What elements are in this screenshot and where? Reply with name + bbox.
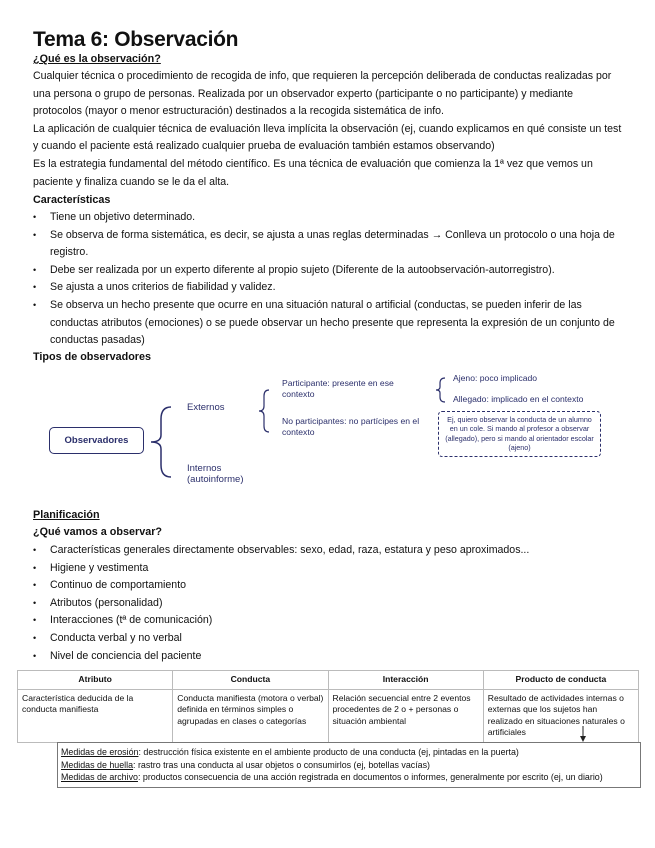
medida-text: : destrucción física existente en el ambiente producto de una conducta (ej, pintadas en la puerta) <box>138 747 519 757</box>
brace-icon <box>256 388 272 434</box>
brace-icon <box>145 405 175 480</box>
diagram-externos: Externos <box>187 402 225 413</box>
medida-label: Medidas de erosión <box>61 747 139 757</box>
medida-huella <box>61 759 637 772</box>
table-header: Atributo <box>18 671 173 690</box>
paragraph: Cualquier técnica o procedimiento de recogida de info, que requieren la percepción deliberada de conductas realizadas por una persona o grupo de personas. Realizada por un observador experto (participante o no participante) y mediante protocolos (mayor o menor estructuración) destinados a la recogida sistemática de info. <box>33 70 612 118</box>
table-header: Interacción <box>328 671 483 690</box>
medida-text: : rastro tras una conducta al usar objetos o consumirlos (ej, botellas vacías) <box>133 759 431 770</box>
diagram-example-box: Ej, quiero observar la conducta de un alumno en un cole. Si mando al profesor a observar (allegado), pero si mando al orientador escolar (ajeno) <box>438 411 601 457</box>
table-cell: Característica deducida de la conducta manifiesta <box>18 689 173 742</box>
section-subheading-que-observar: ¿Qué vamos a observar? <box>33 526 163 538</box>
diagram-internos: Internos (autoinforme) <box>187 463 244 485</box>
diagram-no-participantes: No participantes: no partícipes en el contexto <box>282 416 420 437</box>
list-item: • Atributos (personalidad) <box>33 595 623 613</box>
table-row <box>18 689 639 742</box>
list-item: • Características generales directamente observables: sexo, edad, raza, estatura y peso aproximados... <box>33 542 623 560</box>
list-item: • Se ajusta a unos criterios de fiabilidad y validez. <box>33 279 623 297</box>
caracteristicas-list <box>33 209 623 350</box>
medida-label: Medidas de huella <box>61 759 134 770</box>
section-heading-que-es: ¿Qué es la observación? <box>33 53 161 65</box>
list-item: • Conducta verbal y no verbal <box>33 630 623 648</box>
section-heading-planificacion: Planificación <box>33 509 100 521</box>
table-cell: Resultado de actividades internas o externas que los sujetos han realizado en situaciones naturales o artificiales <box>483 689 638 742</box>
medida-label: Medidas de archivo <box>61 772 138 782</box>
list-item: • Continuo de comportamiento <box>33 577 623 595</box>
medida-archivo <box>61 771 637 784</box>
list-item: • Interacciones (tª de comunicación) <box>33 612 623 630</box>
list-item: • Higiene y vestimenta <box>33 560 623 578</box>
section-heading-tipos: Tipos de observadores <box>33 351 152 363</box>
table-header: Conducta <box>173 671 328 690</box>
section-heading-caracteristicas: Características <box>33 194 111 206</box>
list-item: • Se observa de forma sistemática, es decir, se ajusta a unas reglas determinadas → Conlleva un protocolo o una hoja de registro. <box>33 227 623 262</box>
medidas-box <box>57 742 641 788</box>
observation-types-table <box>17 670 639 743</box>
table-cell: Relación secuencial entre 2 eventos procedentes de 2 o + personas o situación ambiental <box>328 689 483 742</box>
arrow-down-icon <box>578 726 588 743</box>
list-item: • Se observa un hecho presente que ocurre en una situación natural o artificial (conductas, se pueden inferir de las conductas atributos (emociones) o se puede observar un hecho presente que representa la expresión de un conjunto de conductas pasadas) <box>33 297 623 350</box>
brace-icon <box>434 376 448 404</box>
diagram-participante: Participante: presente en ese contexto <box>282 378 394 399</box>
list-item: • Nivel de conciencia del paciente <box>33 648 623 666</box>
planificacion-list <box>33 542 623 665</box>
list-item: • Tiene un objetivo determinado. <box>33 209 623 227</box>
diagram-allegado: Allegado: implicado en el contexto <box>453 394 584 404</box>
intro-paragraphs <box>33 68 623 191</box>
table-header-row <box>18 671 639 690</box>
table-cell: Conducta manifiesta (motora o verbal) definida en términos simples o agrupadas en clases o categorías <box>173 689 328 742</box>
diagram-root-box: Observadores <box>49 427 144 454</box>
table-header: Producto de conducta <box>483 671 638 690</box>
paragraph: La aplicación de cualquier técnica de evaluación lleva implícita la observación (ej, cuando explicamos en qué consiste un test y cuando el paciente está realizado cualquier prueba de evaluación también estamos observando) <box>33 122 622 153</box>
medida-erosion <box>61 746 637 759</box>
list-item: • Debe ser realizada por un experto diferente al propio sujeto (Diferente de la autoobservación-autorregistro). <box>33 262 623 280</box>
medida-text: : productos consecuencia de una acción registrada en documentos o informes, generalmente por escrito (ej, un diario) <box>137 772 603 782</box>
diagram-ajeno: Ajeno: poco implicado <box>453 373 538 383</box>
paragraph: Es la estrategia fundamental del método científico. Es una técnica de evaluación que comienza la 1ª vez que vemos un paciente y finaliza cuando se le da el alta. <box>33 157 593 188</box>
page-title: Tema 6: Observación <box>33 28 239 51</box>
